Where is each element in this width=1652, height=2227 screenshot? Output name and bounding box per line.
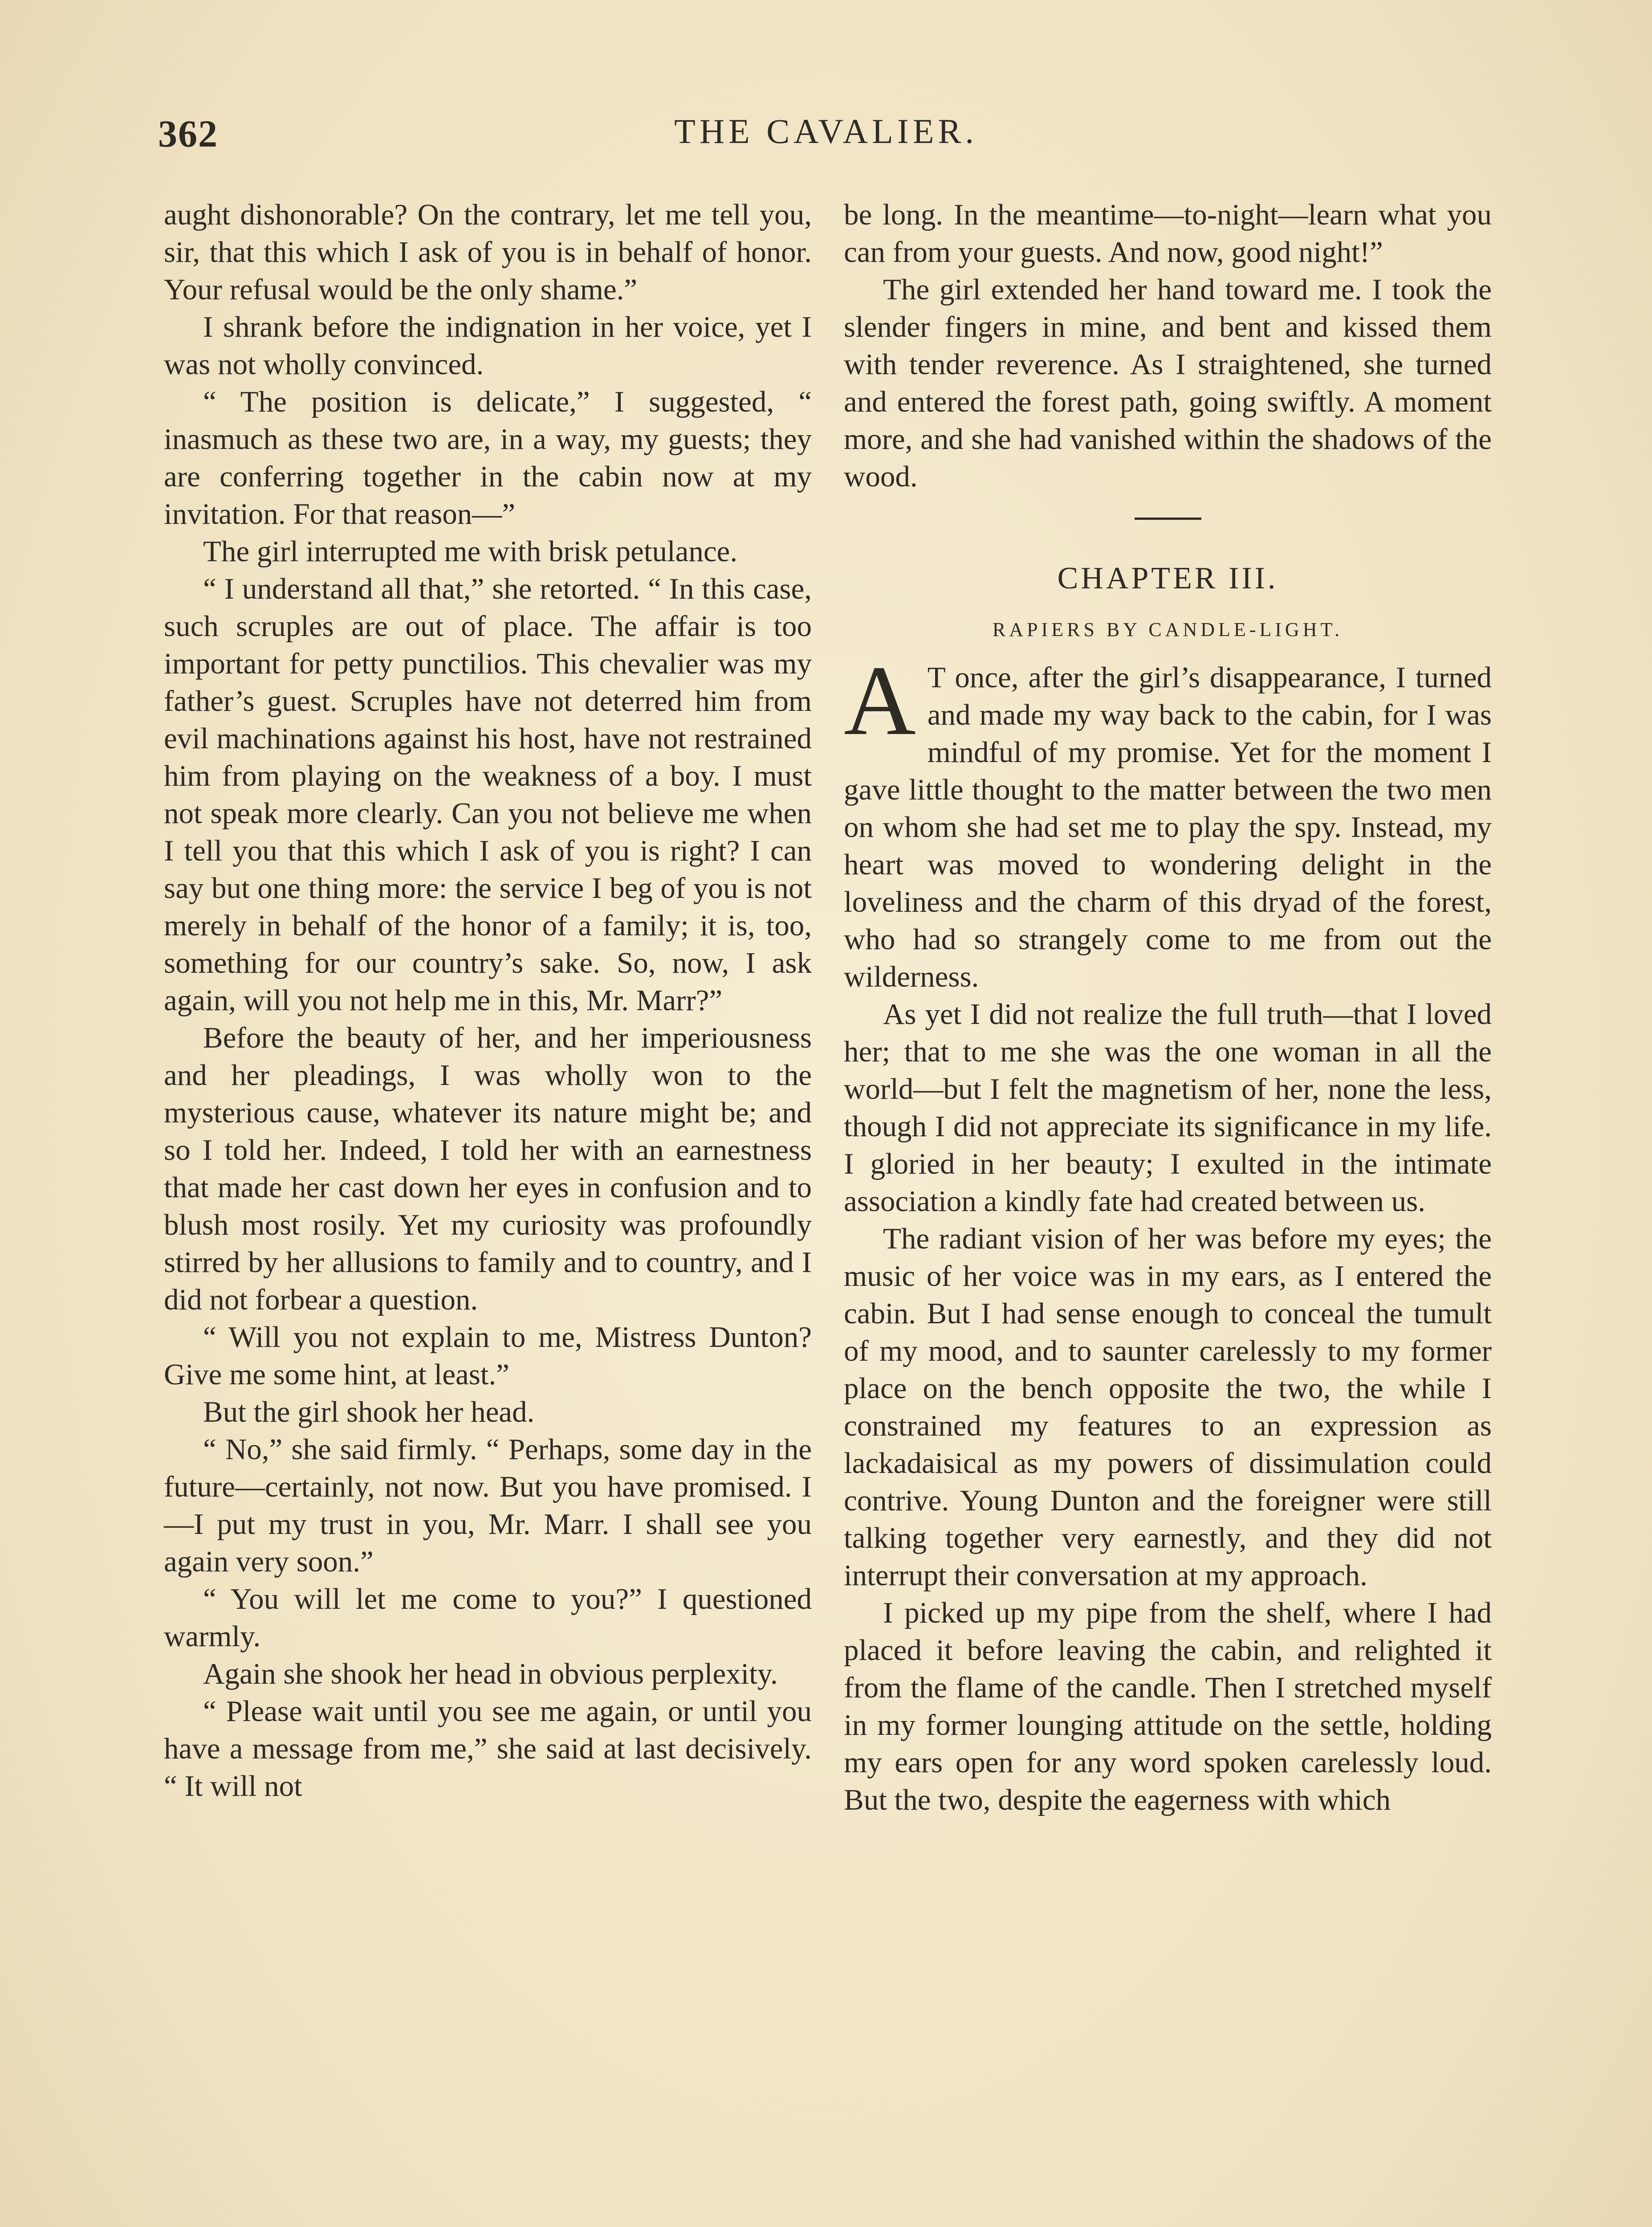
opening-text: T once, after the girl’s disappearance, I turned and made my way back to the cabin, for I was mindful of my promise. Yet for the moment I gave little thought to the matter between the two men on whom she had set me to play the spy. Instead, my heart was moved to wondering delight in the loveliness and the charm of this dryad of the forest, who had so strangely come to me from out the wilderness. (844, 661, 1492, 993)
paragraph: The girl interrupted me with brisk petulance. (203, 535, 738, 568)
chapter-title: CHAPTER III. (1057, 561, 1278, 595)
paragraph: As yet I did not realize the full truth—that I loved her; that to me she was the one woman in all the world—but I felt the magnetism of her, none the less, though I did not appreciate its significance in my life. I gloried in her beauty; I exulted in the intimate association a kindly fate had created between us. (844, 998, 1492, 1218)
paragraph: “ You will let me come to you?” I questioned warmly. (164, 1583, 812, 1653)
chapter-opening-paragraph (844, 645, 1492, 995)
paragraph: “ The position is delicate,” I suggested, “ inasmuch as these two are, in a way, my guests; they are conferring together in the cabin now at my invitation. For that reason—” (164, 385, 812, 530)
section-divider (1135, 518, 1201, 520)
paragraph: “ Will you not explain to me, Mistress Dunton? Give me some hint, at least.” (164, 1321, 812, 1391)
right-column (844, 196, 1492, 1819)
paragraph: But the girl shook her head. (203, 1395, 535, 1428)
paragraph: “ Please wait until you see me again, or until you have a message from me,” she said at last decisively. “ It will not (164, 1695, 812, 1803)
paragraph: Again she shook her head in obvious perplexity. (203, 1657, 778, 1690)
drop-cap: A (844, 645, 916, 756)
paragraph: “ No,” she said firmly. “ Perhaps, some day in the future—certainly, not now. But you have promised. I—I put my trust in you, Mr. Marr. I shall see you again very soon.” (164, 1433, 812, 1578)
paragraph: be long. In the meantime—to-night—learn what you can from your guests. And now, good night!” (844, 198, 1492, 269)
paragraph: Before the beauty of her, and her imperiousness and her pleadings, I was wholly won to the mysterious cause, whatever its nature might be; and so I told her. Indeed, I told her with an earnestness that made her cast down her eyes in confusion and to blush most rosily. Yet my curiosity was profoundly stirred by her allusions to family and to country, and I did not forbear a question. (164, 1021, 812, 1316)
paragraph: I shrank before the indignation in her voice, yet I was not wholly convinced. (164, 310, 812, 381)
left-column (164, 196, 812, 1805)
running-title: THE CAVALIER. (674, 112, 978, 151)
page-header (158, 111, 1494, 169)
paragraph: The girl extended her hand toward me. I took the slender fingers in mine, and bent and kissed them with tender reverence. As I straightened, she turned and entered the forest path, going swiftly. A moment more, and she had vanished within the shadows of the wood. (844, 273, 1492, 493)
paragraph: I picked up my pipe from the shelf, where I had placed it before leaving the cabin, and relighted it from the flame of the candle. Then I stretched myself in my former lounging attitude on the settle, holding my ears open for any word spoken carelessly loud. But the two, despite the eagerness with which (844, 1596, 1492, 1816)
page-number: 362 (158, 112, 218, 155)
chapter-subtitle: RAPIERS BY CANDLE-LIGHT. (992, 619, 1343, 640)
paragraph: “ I understand all that,” she retorted. “ In this case, such scruples are out of place. The affair is too important for petty punctilios. This chevalier was my father’s guest. Scruples have not deterred him from evil machinations against his host, have not restrained him from playing on the weakness of a boy. I must not speak more clearly. Can you not believe me when I tell you that this which I ask of you is right? I can say but one thing more: the service I beg of you is not merely in behalf of the honor of a family; it is, too, something for our country’s sake. So, now, I ask again, will you not help me in this, Mr. Marr?” (164, 572, 812, 1017)
paragraph: aught dishonorable? On the contrary, let me tell you, sir, that this which I ask of you is in behalf of honor. Your refusal would be the only shame.” (164, 198, 812, 306)
paragraph: The radiant vision of her was before my eyes; the music of her voice was in my ears, as I entered the cabin. But I had sense enough to conceal the tumult of my mood, and to saunter carelessly to my former place on the bench opposite the two, the while I constrained my features to an expression as lackadaisical as my powers of dissimulation could contrive. Young Dunton and the foreigner were still talking together very earnestly, and they did not interrupt their conversation at my approach. (844, 1222, 1492, 1592)
